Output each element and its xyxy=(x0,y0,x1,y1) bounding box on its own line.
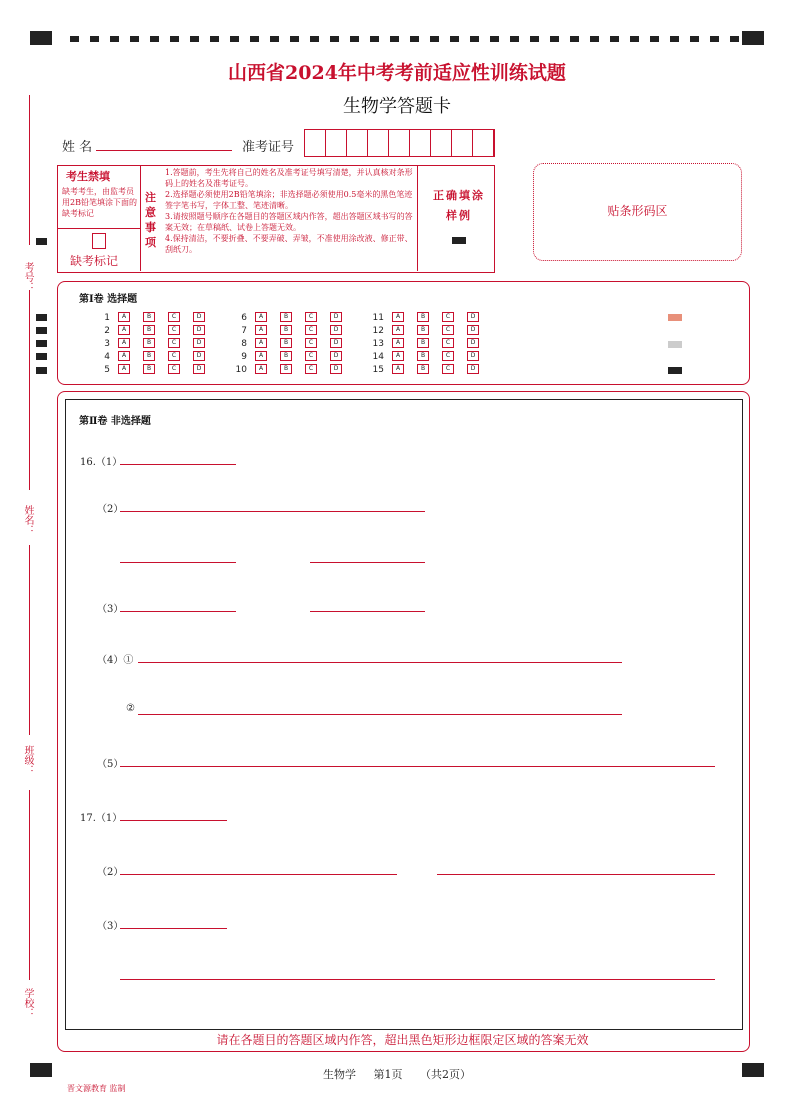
answer-line[interactable] xyxy=(120,464,236,465)
question-number: 8 xyxy=(241,338,247,349)
corner-mark-tr xyxy=(742,31,764,45)
mcq-row xyxy=(229,351,355,363)
mcq-row xyxy=(366,338,492,350)
option-bubble-a[interactable]: A xyxy=(392,351,404,361)
option-bubble-b[interactable]: B xyxy=(280,351,292,361)
answer-line[interactable] xyxy=(310,562,425,563)
option-bubble-d[interactable]: D xyxy=(330,325,342,335)
option-bubble-d[interactable]: D xyxy=(467,364,479,374)
option-bubble-d[interactable]: D xyxy=(330,338,342,348)
mcq-row xyxy=(229,312,355,324)
sample-title: 正确填涂样例 xyxy=(433,189,485,222)
option-bubble-b[interactable]: B xyxy=(143,338,155,348)
option-bubble-c[interactable]: C xyxy=(305,351,317,361)
answer-line[interactable] xyxy=(120,979,715,980)
option-bubble-a[interactable]: A xyxy=(255,325,267,335)
question-number: 3 xyxy=(104,338,110,349)
option-bubble-c[interactable]: C xyxy=(305,364,317,374)
note-item: 3.请按照题号顺序在各题目的答题区域内作答，超出答题区域书写的答案无效；在草稿纸、试卷上答题无效。 xyxy=(165,212,413,232)
name-label: 姓 名 xyxy=(62,140,93,155)
mcq-row xyxy=(92,351,218,363)
mcq-row xyxy=(366,312,492,324)
section-nonchoice-title: 第Ⅱ卷 非选择题 xyxy=(79,416,151,427)
answer-line[interactable] xyxy=(120,511,425,512)
mcq-row xyxy=(92,338,218,350)
question-number: 9 xyxy=(241,351,247,362)
section-choice-title: 第Ⅰ卷 选择题 xyxy=(79,294,138,305)
option-bubble-a[interactable]: A xyxy=(118,325,130,335)
q16-1-label: 16.（1） xyxy=(80,457,123,468)
footer-warning: 请在各题目的答题区域内作答，超出黑色矩形边框限定区域的答案无效 xyxy=(216,1033,589,1047)
option-bubble-c[interactable]: C xyxy=(168,364,180,374)
option-bubble-d[interactable]: D xyxy=(193,364,205,374)
side-label-school: 学校： xyxy=(22,988,33,1018)
option-bubble-c[interactable]: C xyxy=(442,325,454,335)
option-bubble-d[interactable]: D xyxy=(193,312,205,322)
question-number: 7 xyxy=(241,325,247,336)
timing-mark xyxy=(36,367,47,374)
answer-line[interactable] xyxy=(138,662,622,663)
timing-track xyxy=(70,36,740,42)
option-bubble-a[interactable]: A xyxy=(255,364,267,374)
option-bubble-b[interactable]: B xyxy=(143,312,155,322)
absent-label: 缺考标记 xyxy=(70,254,119,268)
option-bubble-c[interactable]: C xyxy=(168,338,180,348)
side-label-exam-no: 考号： xyxy=(22,262,33,292)
question-number: 4 xyxy=(104,351,110,362)
sample-filled-mark xyxy=(452,237,466,244)
option-bubble-a[interactable]: A xyxy=(118,338,130,348)
note-item: 4.保持清洁，不要折叠、不要弄破、弄皱，不准使用涂改液、修正带、刮纸刀。 xyxy=(165,234,413,254)
option-bubble-c[interactable]: C xyxy=(305,312,317,322)
option-bubble-d[interactable]: D xyxy=(193,325,205,335)
option-bubble-a[interactable]: A xyxy=(392,312,404,322)
option-bubble-c[interactable]: C xyxy=(442,351,454,361)
answer-line[interactable] xyxy=(120,928,227,929)
option-bubble-c[interactable]: C xyxy=(168,312,180,322)
option-bubble-b[interactable]: B xyxy=(417,351,429,361)
option-bubble-c[interactable]: C xyxy=(442,338,454,348)
option-bubble-a[interactable]: A xyxy=(118,312,130,322)
mcq-row xyxy=(229,338,355,350)
option-bubble-d[interactable]: D xyxy=(330,312,342,322)
answer-line[interactable] xyxy=(120,820,227,821)
answer-line[interactable] xyxy=(310,611,425,612)
exam-no-grid[interactable] xyxy=(304,129,495,157)
q16-5-label: （5） xyxy=(97,759,124,770)
q16-2-label: （2） xyxy=(97,504,124,515)
option-bubble-b[interactable]: B xyxy=(280,338,292,348)
forbidden-title: 考生禁填 xyxy=(66,170,110,183)
option-bubble-b[interactable]: B xyxy=(143,351,155,361)
answer-line[interactable] xyxy=(120,766,715,767)
mcq-row xyxy=(229,325,355,337)
mcq-row xyxy=(92,325,218,337)
answer-line[interactable] xyxy=(120,611,236,612)
notes-title: 注意事项 xyxy=(145,191,156,249)
q16-4-label: （4）① xyxy=(97,655,134,666)
exam-no-label: 准考证号 xyxy=(242,140,295,155)
option-bubble-c[interactable]: C xyxy=(305,338,317,348)
q16-3-label: （3） xyxy=(97,604,124,615)
question-number: 14 xyxy=(372,351,384,362)
option-bubble-b[interactable]: B xyxy=(417,338,429,348)
mcq-row xyxy=(366,325,492,337)
option-bubble-d[interactable]: D xyxy=(467,312,479,322)
option-bubble-d[interactable]: D xyxy=(467,351,479,361)
answer-line[interactable] xyxy=(120,874,397,875)
answer-line[interactable] xyxy=(120,562,236,563)
mcq-row xyxy=(92,312,218,324)
mcq-row xyxy=(366,351,492,363)
mcq-row xyxy=(92,364,218,376)
notes-list xyxy=(165,167,415,255)
option-bubble-b[interactable]: B xyxy=(143,364,155,374)
publisher: 晋文源教育 监制 xyxy=(67,1084,126,1093)
option-bubble-a[interactable]: A xyxy=(255,338,267,348)
side-label-name: 姓名： xyxy=(22,505,33,535)
option-bubble-c[interactable]: C xyxy=(442,364,454,374)
timing-mark xyxy=(36,238,47,245)
timing-mark xyxy=(36,327,47,334)
absent-mark-box[interactable] xyxy=(92,233,106,249)
question-number: 10 xyxy=(235,364,247,375)
note-item: 1.答题前，考生先将自己的姓名及准考证号填写清楚，并认真核对条形码上的姓名及准考证号。 xyxy=(165,168,413,188)
mcq-row xyxy=(366,364,492,376)
page-subtitle: 生物学答题卡 xyxy=(343,96,451,117)
timing-mark xyxy=(36,314,47,321)
question-number: 13 xyxy=(372,338,384,349)
option-bubble-b[interactable]: B xyxy=(143,325,155,335)
option-bubble-d[interactable]: D xyxy=(467,338,479,348)
answer-line[interactable] xyxy=(437,874,715,875)
option-bubble-c[interactable]: C xyxy=(442,312,454,322)
question-number: 1 xyxy=(104,312,110,323)
q17-3-label: （3） xyxy=(97,921,124,932)
orange-mark xyxy=(668,314,682,321)
answer-line[interactable] xyxy=(138,714,622,715)
option-bubble-a[interactable]: A xyxy=(392,325,404,335)
option-bubble-a[interactable]: A xyxy=(118,364,130,374)
page-info: 生物学 第1页 （共2页） xyxy=(323,1068,471,1081)
note-item: 2.选择题必须使用2B铅笔填涂；非选择题必须使用0.5毫米的黑色笔迹签字笔书写，字体工整、笔迹清晰。 xyxy=(165,190,413,210)
corner-mark-tl xyxy=(30,31,52,45)
timing-mark xyxy=(36,353,47,360)
option-bubble-b[interactable]: B xyxy=(280,312,292,322)
option-bubble-c[interactable]: C xyxy=(168,351,180,361)
option-bubble-c[interactable]: C xyxy=(168,325,180,335)
question-number: 11 xyxy=(372,312,384,323)
option-bubble-a[interactable]: A xyxy=(255,351,267,361)
timing-mark xyxy=(36,340,47,347)
option-bubble-b[interactable]: B xyxy=(417,325,429,335)
option-bubble-a[interactable]: A xyxy=(392,338,404,348)
option-bubble-a[interactable]: A xyxy=(392,364,404,374)
page-title: 山西省2024年中考考前适应性训练试题 xyxy=(228,62,566,84)
option-bubble-a[interactable]: A xyxy=(255,312,267,322)
q16-4b-label: ② xyxy=(126,703,135,714)
option-bubble-b[interactable]: B xyxy=(280,325,292,335)
option-bubble-b[interactable]: B xyxy=(417,312,429,322)
option-bubble-c[interactable]: C xyxy=(305,325,317,335)
black-mark xyxy=(668,367,682,374)
option-bubble-b[interactable]: B xyxy=(280,364,292,374)
question-number: 2 xyxy=(104,325,110,336)
side-label-class: 班级： xyxy=(22,745,33,775)
forbidden-text: 缺考考生，由监考员用2B铅笔填涂下面的缺考标记 xyxy=(62,187,137,218)
option-bubble-d[interactable]: D xyxy=(193,338,205,348)
gray-mark xyxy=(668,341,682,348)
name-field[interactable] xyxy=(96,150,232,151)
barcode-label: 贴条形码区 xyxy=(607,204,668,218)
option-bubble-b[interactable]: B xyxy=(417,364,429,374)
option-bubble-a[interactable]: A xyxy=(118,351,130,361)
mcq-row xyxy=(229,364,355,376)
option-bubble-d[interactable]: D xyxy=(330,364,342,374)
question-number: 15 xyxy=(372,364,384,375)
question-number: 5 xyxy=(104,364,110,375)
q17-2-label: （2） xyxy=(97,867,124,878)
option-bubble-d[interactable]: D xyxy=(467,325,479,335)
option-bubble-d[interactable]: D xyxy=(193,351,205,361)
question-number: 12 xyxy=(372,325,384,336)
q17-1-label: 17.（1） xyxy=(80,813,123,824)
option-bubble-d[interactable]: D xyxy=(330,351,342,361)
question-number: 6 xyxy=(241,312,247,323)
